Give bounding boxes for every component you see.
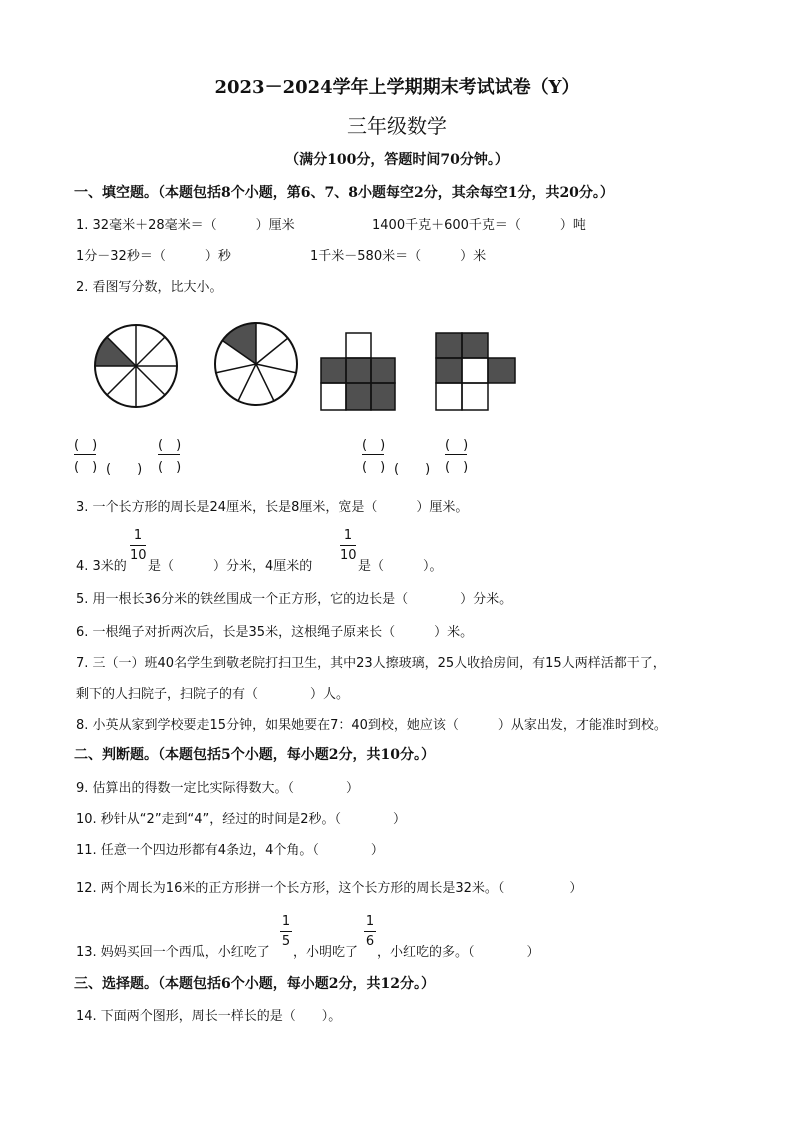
fraction-blank-2-denominator: ( ) xyxy=(158,460,182,475)
q13-frac1-num: 1 xyxy=(281,914,291,929)
question-5: 5. 用一根长36分米的铁丝围成一个正方形，它的边长是（ ）分米。 xyxy=(76,592,513,607)
compare-blank-1[interactable]: ( ) xyxy=(106,462,143,477)
question-4-fraction-2 xyxy=(340,528,356,563)
question-1d: 1千米－580米＝（ ）米 xyxy=(310,249,487,264)
exam-subject: 三年级数学 xyxy=(347,114,447,138)
compare-blank-2[interactable]: ( ) xyxy=(394,462,431,477)
question-4-part1: 4. 3米的 xyxy=(76,559,127,574)
circle-figure-sevenths xyxy=(208,316,304,412)
question-13-part3: ，小红吃的多。（ ） xyxy=(377,945,540,960)
fraction-blank-3[interactable] xyxy=(362,434,384,475)
fraction-blank-2[interactable] xyxy=(158,434,180,475)
circle-figure-eighths xyxy=(88,318,184,414)
circle1-shaded-sector xyxy=(95,337,136,366)
fraction-blank-1-numerator: ( ) xyxy=(74,438,98,453)
section3-heading: 三、选择题。（本题包括6个小题，每小题2分，共12分。） xyxy=(74,976,435,992)
question-9: 9. 估算出的得数一定比实际得数大。（ ） xyxy=(76,781,360,796)
q4-frac2-num: 1 xyxy=(343,528,353,543)
q4-frac2-den: 10 xyxy=(340,548,357,563)
grid-figure-1 xyxy=(320,332,396,412)
question-12: 12. 两个周长为16米的正方形拼一个长方形，这个长方形的周长是32米。（ ） xyxy=(76,881,583,896)
question-14: 14. 下面两个图形，周长一样长的是（ ）。 xyxy=(76,1009,342,1024)
exam-note: （满分100分，答题时间70分钟。） xyxy=(285,152,509,168)
question-8: 8. 小英从家到学校要走15分钟，如果她要在7：40到校，她应该（ ）从家出发，才能准时到校。 xyxy=(76,718,667,733)
question-6: 6. 一根绳子对折两次后，长是35米，这根绳子原来长（ ）米。 xyxy=(76,625,474,640)
question-1b: 1400千克＋600千克＝（ ）吨 xyxy=(372,218,586,233)
circle2-shaded-sector xyxy=(223,323,256,364)
section2-heading: 二、判断题。（本题包括5个小题，每小题2分，共10分。） xyxy=(74,747,435,763)
question-4-part2: 是（ ）分米，4厘米的 xyxy=(148,559,313,574)
question-7-line1: 7. 三（一）班40名学生到敬老院打扫卫生，其中23人擦玻璃，25人收拾房间，有15人两样活都干了， xyxy=(76,656,666,671)
exam-title: 2023－2024学年上学期期末考试试卷（Y） xyxy=(214,77,580,98)
fraction-blank-4[interactable] xyxy=(445,434,467,475)
q13-frac1-den: 5 xyxy=(281,934,291,949)
q4-frac1-den: 10 xyxy=(130,548,147,563)
q4-frac1-num: 1 xyxy=(133,528,143,543)
fraction-blank-4-denominator: ( ) xyxy=(445,460,469,475)
question-13-fraction-2 xyxy=(364,914,376,949)
question-3: 3. 一个长方形的周长是24厘米，长是8厘米，宽是（ ）厘米。 xyxy=(76,500,469,515)
question-4-part3: 是（ ）。 xyxy=(358,559,443,574)
section1-heading: 一、填空题。（本题包括8个小题，第6、7、8小题每空2分，其余每空1分，共20分。） xyxy=(74,185,614,201)
question-13-part1: 13. 妈妈买回一个西瓜，小红吃了 xyxy=(76,945,270,960)
fraction-blank-1-denominator: ( ) xyxy=(74,460,98,475)
fraction-blank-1[interactable] xyxy=(74,434,96,475)
question-1a: 1. 32毫米＋28毫米＝（ ）厘米 xyxy=(76,218,295,233)
fraction-blank-4-numerator: ( ) xyxy=(445,438,469,453)
question-13-fraction-1 xyxy=(280,914,292,949)
grid-figure-2 xyxy=(435,332,517,412)
question-1c: 1分－32秒＝（ ）秒 xyxy=(76,249,231,264)
fraction-blank-3-numerator: ( ) xyxy=(362,438,386,453)
question-11: 11. 任意一个四边形都有4条边，4个角。（ ） xyxy=(76,843,384,858)
q13-frac2-num: 1 xyxy=(365,914,375,929)
question-4-fraction-1 xyxy=(130,528,146,563)
q13-frac2-den: 6 xyxy=(365,934,375,949)
fraction-blank-2-numerator: ( ) xyxy=(158,438,182,453)
fraction-blank-3-denominator: ( ) xyxy=(362,460,386,475)
question-7-line2: 剩下的人扫院子，扫院子的有（ ）人。 xyxy=(76,687,350,702)
question-2: 2. 看图写分数，比大小。 xyxy=(76,280,223,295)
question-13-part2: ，小明吃了 xyxy=(293,945,359,960)
question-10: 10. 秒针从“2”走到“4”，经过的时间是2秒。（ ） xyxy=(76,812,407,827)
